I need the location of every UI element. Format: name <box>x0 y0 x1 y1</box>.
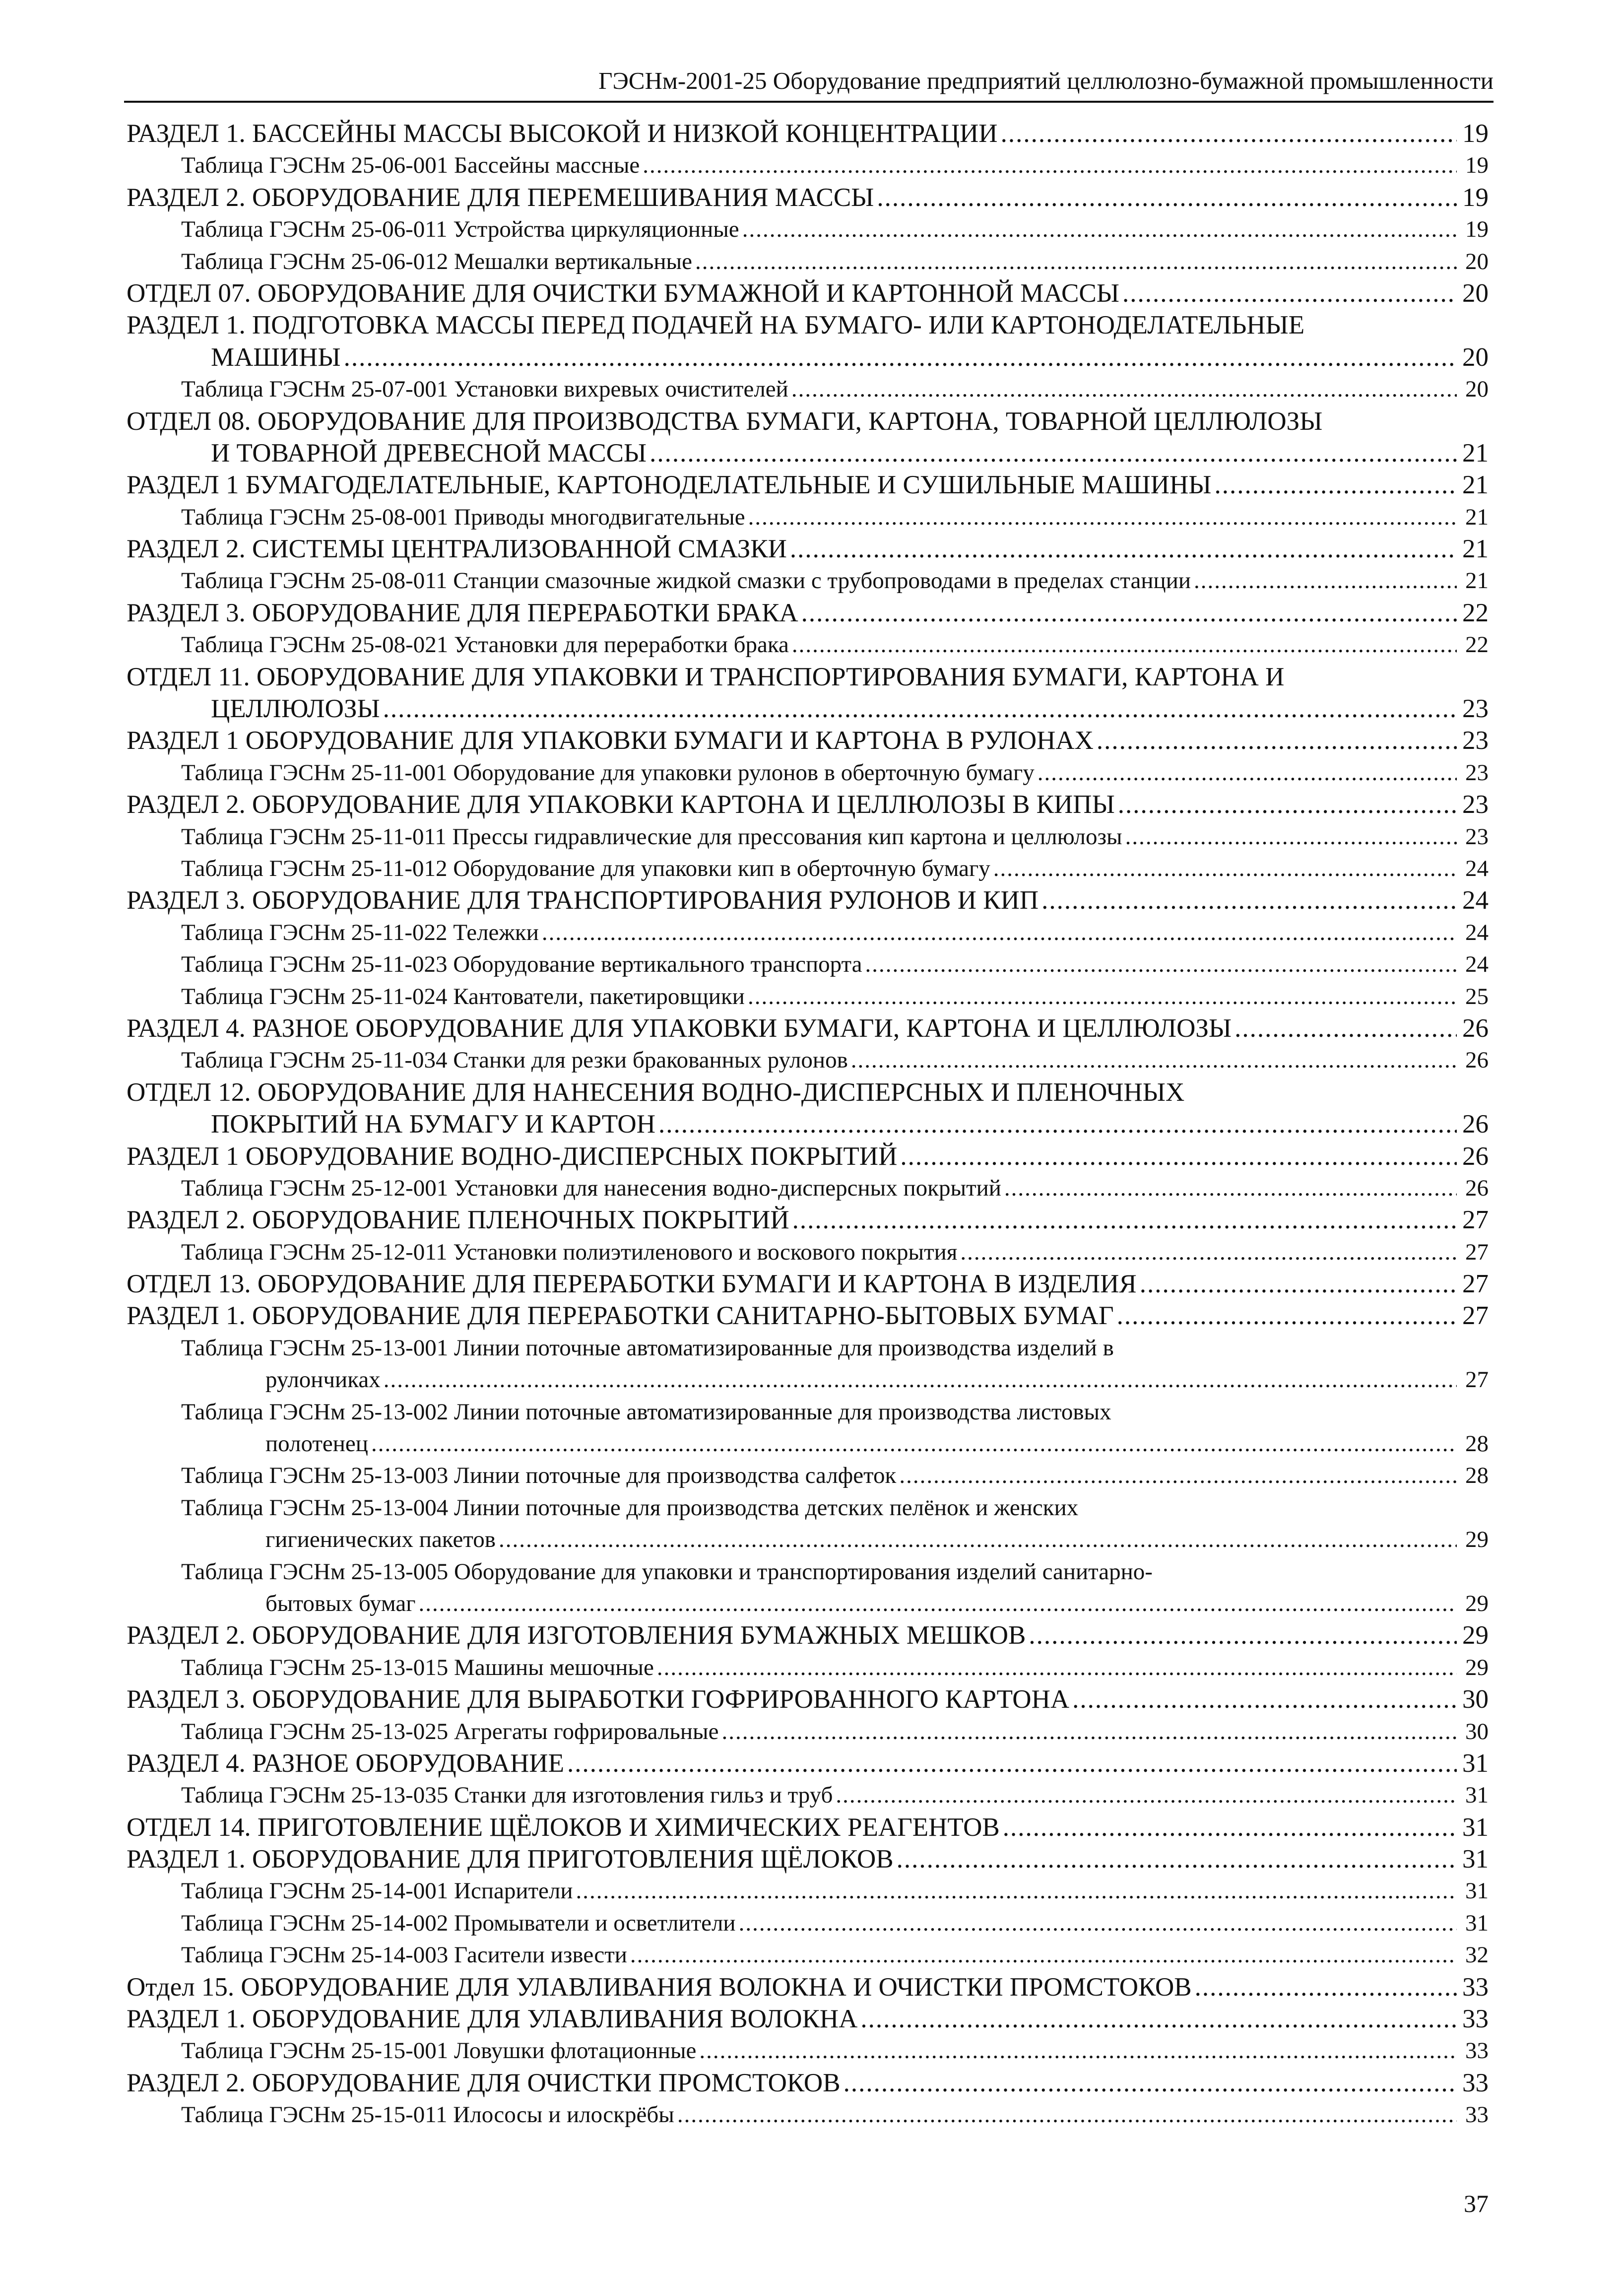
toc-entry-page: 29 <box>1462 1621 1489 1650</box>
toc-entry-title: Таблица ГЭСНм 25-11-023 Оборудование вертикального транспорта <box>181 951 862 978</box>
toc-entry-title: РАЗДЕЛ 2. ОБОРУДОВАНИЕ ДЛЯ ПЕРЕМЕШИВАНИЯ МАССЫ <box>127 183 874 212</box>
dot-leader <box>383 693 1457 725</box>
dot-leader <box>657 1652 1457 1683</box>
dot-leader <box>801 597 1457 629</box>
toc-entry-title: Таблица ГЭСНм 25-13-003 Линии поточные для производства салфеток <box>181 1463 897 1489</box>
toc-entry-title-continued: И ТОВАРНОЙ ДРЕВЕСНОЙ МАССЫ <box>211 438 647 468</box>
dot-leader <box>748 501 1457 533</box>
toc-table-entry <box>127 629 1489 661</box>
toc-section-entry <box>127 1012 1489 1044</box>
dot-leader <box>658 1108 1457 1140</box>
toc-section-entry <box>127 789 1489 820</box>
toc-entry-title: Таблица ГЭСНм 25-08-011 Станции смазочные жидкой смазки с трубопроводами в пределах станции <box>181 568 1191 594</box>
toc-table-entry <box>127 853 1489 884</box>
dot-leader <box>1122 277 1457 309</box>
toc-table-entry <box>127 1556 1489 1620</box>
dot-leader <box>844 2067 1457 2099</box>
toc-entry-title: РАЗДЕЛ 4. РАЗНОЕ ОБОРУДОВАНИЕ <box>127 1748 564 1778</box>
toc-table-entry <box>127 821 1489 853</box>
toc-entry-title-continued: ЦЕЛЛЮЛОЗЫ <box>211 694 380 724</box>
toc-entry-page: 31 <box>1462 1812 1489 1842</box>
toc-entry-title: ОТДЕЛ 08. ОБОРУДОВАНИЕ ДЛЯ ПРОИЗВОДСТВА БУМАГИ, КАРТОНА, ТОВАРНОЙ ЦЕЛЛЮЛОЗЫ <box>127 406 1323 436</box>
toc-table-entry <box>127 1939 1489 1971</box>
dot-leader <box>699 2035 1457 2067</box>
toc-table-entry <box>127 1716 1489 1747</box>
toc-entry-title: РАЗДЕЛ 4. РАЗНОЕ ОБОРУДОВАНИЕ ДЛЯ УПАКОВКИ БУМАГИ, КАРТОНА И ЦЕЛЛЮЛОЗЫ <box>127 1013 1232 1043</box>
toc-entry-page: 30 <box>1462 1685 1489 1714</box>
dot-leader <box>899 1460 1457 1491</box>
toc-entry-title-continued: ПОКРЫТИЙ НА БУМАГУ И КАРТОН <box>211 1110 655 1139</box>
toc-entry-title: РАЗДЕЛ 2. ОБОРУДОВАНИЕ ДЛЯ ИЗГОТОВЛЕНИЯ БУМАЖНЫХ МЕШКОВ <box>127 1621 1026 1650</box>
toc-entry-title: Таблица ГЭСНм 25-08-021 Установки для переработки брака <box>181 632 789 658</box>
toc-section-entry <box>127 1683 1489 1715</box>
toc-entry-page: 26 <box>1465 1047 1489 1073</box>
toc-table-entry <box>127 1779 1489 1811</box>
toc-section-entry <box>127 1619 1489 1651</box>
toc-entry-page: 19 <box>1462 119 1489 148</box>
toc-entry-title-continued: полотенец <box>265 1431 368 1457</box>
toc-entry-page: 31 <box>1465 1910 1489 1936</box>
toc-entry-page: 26 <box>1462 1013 1489 1043</box>
toc-table-entry <box>127 1652 1489 1683</box>
toc-entry-page: 23 <box>1462 790 1489 819</box>
toc-entry-title: Таблица ГЭСНм 25-15-001 Ловушки флотационные <box>181 2038 697 2064</box>
dot-leader <box>739 1907 1457 1939</box>
dot-leader <box>1029 1619 1457 1651</box>
toc-entry-page: 31 <box>1462 1748 1489 1778</box>
toc-entry-page: 24 <box>1465 919 1489 945</box>
toc-entry-page: 28 <box>1465 1463 1489 1489</box>
toc-entry-title: Таблица ГЭСНм 25-11-012 Оборудование для упаковки кип в оберточную бумагу <box>181 855 990 881</box>
toc-entry-page: 33 <box>1465 2038 1489 2064</box>
toc-table-entry <box>127 373 1489 405</box>
toc-entry-page: 23 <box>1465 823 1489 850</box>
dot-leader <box>993 853 1457 884</box>
dot-leader <box>630 1939 1457 1971</box>
dot-leader <box>791 373 1457 405</box>
toc-entry-title: ОТДЕЛ 14. ПРИГОТОВЛЕНИЕ ЩЁЛОКОВ И ХИМИЧЕСКИХ РЕАГЕНТОВ <box>127 1812 1000 1842</box>
toc-entry-title: Таблица ГЭСНм 25-15-011 Илососы и илоскрёбы <box>181 2102 674 2128</box>
toc-entry-page: 24 <box>1465 855 1489 881</box>
toc-entry-title: Таблица ГЭСНм 25-14-001 Испарители <box>181 1878 573 1904</box>
toc-entry-title: Таблица ГЭСНм 25-11-024 Кантователи, пакетировщики <box>181 983 745 1009</box>
toc-entry-page: 27 <box>1465 1367 1489 1393</box>
toc-table-entry <box>127 917 1489 948</box>
toc-table-entry <box>127 2035 1489 2067</box>
toc-entry-page: 29 <box>1465 1527 1489 1553</box>
toc-entry-page: 20 <box>1462 342 1489 372</box>
dot-leader <box>877 182 1457 213</box>
dot-leader <box>851 1044 1457 1076</box>
dot-leader <box>695 246 1457 277</box>
toc-entry-title: РАЗДЕЛ 1. БАССЕЙНЫ МАССЫ ВЫСОКОЙ И НИЗКОЙ КОНЦЕНТРАЦИИ <box>127 119 998 148</box>
toc-section-entry <box>127 1076 1489 1140</box>
toc-entry-title: Таблица ГЭСНм 25-06-012 Мешалки вертикальные <box>181 248 692 274</box>
toc-table-entry <box>127 149 1489 181</box>
dot-leader <box>576 1875 1457 1907</box>
toc-entry-title: ОТДЕЛ 13. ОБОРУДОВАНИЕ ДЛЯ ПЕРЕРАБОТКИ БУМАГИ И КАРТОНА В ИЗДЕЛИЯ <box>127 1270 1137 1299</box>
toc-table-entry <box>127 948 1489 980</box>
dot-leader <box>1118 789 1457 820</box>
toc-entry-page: 27 <box>1462 1205 1489 1235</box>
toc-table-entry <box>127 2099 1489 2131</box>
dot-leader <box>567 1747 1457 1779</box>
dot-leader <box>748 981 1457 1012</box>
toc-entry-title: Таблица ГЭСНм 25-13-015 Машины мешочные <box>181 1654 654 1680</box>
toc-table-entry <box>127 1332 1489 1396</box>
toc-entry-title: РАЗДЕЛ 2. СИСТЕМЫ ЦЕНТРАЛИЗОВАННОЙ СМАЗКИ <box>127 535 787 564</box>
toc-entry-title: Таблица ГЭСНм 25-06-001 Бассейны массные <box>181 152 640 179</box>
toc-entry-page: 19 <box>1465 216 1489 243</box>
toc-entry-title: Таблица ГЭСНм 25-13-005 Оборудование для упаковки и транспортирования изделий санитарно- <box>181 1558 1153 1585</box>
toc-section-entry <box>127 2067 1489 2099</box>
toc-section-entry <box>127 597 1489 629</box>
toc-section-entry <box>127 884 1489 916</box>
toc-section-entry <box>127 1140 1489 1172</box>
toc-entry-title: ОТДЕЛ 07. ОБОРУДОВАНИЕ ДЛЯ ОЧИСТКИ БУМАЖНОЙ И КАРТОННОЙ МАССЫ <box>127 278 1119 308</box>
toc-entry-page: 33 <box>1462 1972 1489 2002</box>
toc-entry-title: Отдел 15. ОБОРУДОВАНИЕ ДЛЯ УЛАВЛИВАНИЯ ВОЛОКНА И ОЧИСТКИ ПРОМСТОКОВ <box>127 1972 1192 2002</box>
toc-entry-title: ОТДЕЛ 12. ОБОРУДОВАНИЕ ДЛЯ НАНЕСЕНИЯ ВОДНО-ДИСПЕРСНЫХ И ПЛЕНОЧНЫХ <box>127 1077 1185 1107</box>
toc-entry-title: Таблица ГЭСНм 25-08-001 Приводы многодвигательные <box>181 504 745 530</box>
dot-leader <box>790 533 1457 565</box>
toc-entry-title: РАЗДЕЛ 2. ОБОРУДОВАНИЕ ПЛЕНОЧНЫХ ПОКРЫТИЙ <box>127 1205 789 1235</box>
toc-table-entry <box>127 1907 1489 1939</box>
toc-table-entry <box>127 1044 1489 1076</box>
toc-entry-title: РАЗДЕЛ 1. ПОДГОТОВКА МАССЫ ПЕРЕД ПОДАЧЕЙ НА БУМАГО- ИЛИ КАРТОНОДЕЛАТЕЛЬНЫЕ <box>127 311 1305 340</box>
header-rule <box>124 101 1494 103</box>
toc-entry-page: 23 <box>1462 694 1489 724</box>
toc-entry-page: 20 <box>1462 278 1489 308</box>
toc-entry-page: 27 <box>1465 1239 1489 1265</box>
dot-leader <box>865 948 1457 980</box>
toc-entry-page: 28 <box>1465 1431 1489 1457</box>
toc-section-entry <box>127 182 1489 213</box>
toc-section-entry <box>127 405 1489 469</box>
toc-entry-page: 24 <box>1465 951 1489 978</box>
toc-entry-page: 29 <box>1465 1654 1489 1680</box>
toc-entry-title: Таблица ГЭСНм 25-11-022 Тележки <box>181 919 539 945</box>
dot-leader <box>860 2003 1457 2035</box>
dot-leader <box>742 213 1457 245</box>
table-of-contents <box>127 118 1489 2131</box>
toc-entry-page: 23 <box>1462 726 1489 755</box>
page-number: 37 <box>1464 2190 1489 2217</box>
dot-leader <box>542 917 1457 948</box>
toc-table-entry <box>127 1460 1489 1491</box>
toc-entry-page: 31 <box>1462 1845 1489 1874</box>
toc-entry-title: РАЗДЕЛ 3. ОБОРУДОВАНИЕ ДЛЯ ВЫРАБОТКИ ГОФРИРОВАННОГО КАРТОНА <box>127 1685 1070 1714</box>
dot-leader <box>897 1843 1457 1875</box>
toc-section-entry <box>127 309 1489 373</box>
toc-table-entry <box>127 246 1489 277</box>
toc-entry-page: 19 <box>1462 183 1489 212</box>
toc-entry-title: ОТДЕЛ 11. ОБОРУДОВАНИЕ ДЛЯ УПАКОВКИ И ТРАНСПОРТИРОВАНИЯ БУМАГИ, КАРТОНА И <box>127 662 1285 691</box>
toc-table-entry <box>127 981 1489 1012</box>
toc-entry-page: 21 <box>1465 504 1489 530</box>
toc-entry-title: Таблица ГЭСНм 25-14-003 Гасители извести <box>181 1942 627 1968</box>
toc-table-entry <box>127 1172 1489 1204</box>
toc-section-entry <box>127 1843 1489 1875</box>
dot-leader <box>721 1716 1457 1747</box>
toc-entry-page: 20 <box>1465 248 1489 274</box>
toc-entry-title: Таблица ГЭСНм 25-12-001 Установки для нанесения водно-дисперсных покрытий <box>181 1175 1001 1201</box>
toc-entry-title-continued: бытовых бумаг <box>265 1590 416 1616</box>
dot-leader <box>1041 884 1457 916</box>
running-header: ГЭСНм-2001-25 Оборудование предприятий целлюлозно-бумажной промышленности <box>598 67 1494 94</box>
dot-leader <box>1234 1012 1457 1044</box>
toc-entry-page: 22 <box>1462 598 1489 627</box>
toc-entry-title: Таблица ГЭСНм 25-13-035 Станки для изготовления гильз и труб <box>181 1782 833 1808</box>
toc-entry-title-continued: МАШИНЫ <box>211 342 341 372</box>
toc-entry-title: РАЗДЕЛ 1 ОБОРУДОВАНИЕ ВОДНО-ДИСПЕРСНЫХ ПОКРЫТИЙ <box>127 1141 898 1171</box>
toc-entry-page: 27 <box>1462 1270 1489 1299</box>
toc-entry-page: 30 <box>1465 1718 1489 1744</box>
toc-entry-page: 26 <box>1462 1110 1489 1139</box>
toc-entry-page: 32 <box>1465 1942 1489 1968</box>
toc-entry-title: РАЗДЕЛ 3. ОБОРУДОВАНИЕ ДЛЯ ПЕРЕРАБОТКИ БРАКА <box>127 598 798 627</box>
toc-section-entry <box>127 1747 1489 1779</box>
dot-leader <box>1215 469 1457 501</box>
toc-entry-page: 21 <box>1462 470 1489 500</box>
dot-leader <box>650 437 1457 469</box>
toc-section-entry <box>127 1300 1489 1332</box>
toc-entry-title-continued: рулончиках <box>265 1367 381 1393</box>
toc-section-entry <box>127 661 1489 725</box>
toc-entry-page: 29 <box>1465 1590 1489 1616</box>
toc-entry-title: РАЗДЕЛ 2. ОБОРУДОВАНИЕ ДЛЯ ОЧИСТКИ ПРОМСТОКОВ <box>127 2068 841 2097</box>
toc-section-entry <box>127 118 1489 149</box>
toc-table-entry <box>127 213 1489 245</box>
toc-entry-page: 22 <box>1465 632 1489 658</box>
toc-entry-page: 21 <box>1462 535 1489 564</box>
dot-leader <box>792 1204 1457 1236</box>
dot-leader <box>900 1140 1457 1172</box>
toc-entry-title: РАЗДЕЛ 3. ОБОРУДОВАНИЕ ДЛЯ ТРАНСПОРТИРОВАНИЯ РУЛОНОВ И КИП <box>127 886 1039 915</box>
toc-section-entry <box>127 533 1489 565</box>
dot-leader <box>1194 565 1457 597</box>
dot-leader <box>792 629 1457 661</box>
dot-leader <box>419 1588 1457 1619</box>
dot-leader <box>960 1236 1457 1268</box>
toc-table-entry <box>127 501 1489 533</box>
toc-table-entry <box>127 1492 1489 1556</box>
toc-entry-title: Таблица ГЭСНм 25-13-025 Агрегаты гофрировальные <box>181 1718 719 1744</box>
toc-entry-title: Таблица ГЭСНм 25-13-004 Линии поточные для производства детских пелёнок и женских <box>181 1494 1079 1521</box>
toc-entry-title-continued: гигиенических пакетов <box>265 1527 496 1553</box>
toc-entry-title: Таблица ГЭСНм 25-13-001 Линии поточные автоматизированные для производства изделий в <box>181 1335 1114 1361</box>
toc-entry-title: РАЗДЕЛ 1. ОБОРУДОВАНИЕ ДЛЯ ПРИГОТОВЛЕНИЯ ЩЁЛОКОВ <box>127 1845 894 1874</box>
toc-section-entry <box>127 2003 1489 2035</box>
dot-leader <box>344 341 1457 373</box>
toc-section-entry <box>127 1204 1489 1236</box>
toc-table-entry <box>127 565 1489 597</box>
dot-leader <box>1001 118 1457 149</box>
dot-leader <box>384 1364 1457 1396</box>
toc-entry-page: 33 <box>1465 2102 1489 2128</box>
dot-leader <box>1140 1268 1457 1300</box>
toc-entry-page: 26 <box>1465 1175 1489 1201</box>
dot-leader <box>1125 821 1457 853</box>
toc-entry-title: Таблица ГЭСНм 25-11-001 Оборудование для упаковки рулонов в оберточную бумагу <box>181 759 1035 786</box>
toc-entry-title: РАЗДЕЛ 2. ОБОРУДОВАНИЕ ДЛЯ УПАКОВКИ КАРТОНА И ЦЕЛЛЮЛОЗЫ В КИПЫ <box>127 790 1115 819</box>
toc-entry-title: Таблица ГЭСНм 25-06-011 Устройства циркуляционные <box>181 216 739 243</box>
dot-leader <box>836 1779 1457 1811</box>
toc-entry-title: Таблица ГЭСНм 25-11-034 Станки для резки бракованных рулонов <box>181 1047 848 1073</box>
dot-leader <box>1195 1971 1457 2003</box>
toc-section-entry <box>127 725 1489 756</box>
toc-section-entry <box>127 469 1489 501</box>
toc-entry-page: 19 <box>1465 152 1489 179</box>
toc-entry-page: 25 <box>1465 983 1489 1009</box>
toc-table-entry <box>127 757 1489 789</box>
dot-leader <box>1072 1683 1457 1715</box>
toc-entry-title: РАЗДЕЛ 1 ОБОРУДОВАНИЕ ДЛЯ УПАКОВКИ БУМАГИ И КАРТОНА В РУЛОНАХ <box>127 726 1094 755</box>
dot-leader <box>499 1524 1457 1555</box>
toc-entry-page: 24 <box>1462 886 1489 915</box>
toc-entry-title: Таблица ГЭСНм 25-12-011 Установки полиэтиленового и воскового покрытия <box>181 1239 958 1265</box>
toc-entry-title: Таблица ГЭСНм 25-14-002 Промыватели и осветлители <box>181 1910 736 1936</box>
toc-table-entry <box>127 1396 1489 1460</box>
toc-entry-title: РАЗДЕЛ 1 БУМАГОДЕЛАТЕЛЬНЫЕ, КАРТОНОДЕЛАТЕЛЬНЫЕ И СУШИЛЬНЫЕ МАШИНЫ <box>127 470 1212 500</box>
toc-table-entry <box>127 1875 1489 1907</box>
toc-entry-page: 23 <box>1465 759 1489 786</box>
toc-entry-title: РАЗДЕЛ 1. ОБОРУДОВАНИЕ ДЛЯ УЛАВЛИВАНИЯ ВОЛОКНА <box>127 2005 858 2034</box>
toc-section-entry <box>127 277 1489 309</box>
toc-entry-page: 33 <box>1462 2068 1489 2097</box>
toc-entry-title: Таблица ГЭСНм 25-13-002 Линии поточные автоматизированные для производства листовых <box>181 1399 1111 1425</box>
dot-leader <box>371 1428 1457 1460</box>
toc-entry-page: 27 <box>1462 1301 1489 1331</box>
toc-section-entry <box>127 1811 1489 1843</box>
toc-entry-page: 20 <box>1465 376 1489 402</box>
toc-entry-page: 26 <box>1462 1141 1489 1171</box>
dot-leader <box>1003 1811 1457 1843</box>
toc-table-entry <box>127 1236 1489 1268</box>
toc-entry-title: Таблица ГЭСНм 25-07-001 Установки вихревых очистителей <box>181 376 788 402</box>
toc-entry-page: 21 <box>1465 568 1489 594</box>
dot-leader <box>1038 757 1457 789</box>
toc-entry-page: 33 <box>1462 2005 1489 2034</box>
dot-leader <box>1004 1172 1457 1204</box>
toc-entry-page: 31 <box>1465 1878 1489 1904</box>
toc-section-entry <box>127 1268 1489 1300</box>
dot-leader <box>1117 1300 1457 1332</box>
toc-entry-title: Таблица ГЭСНм 25-11-011 Прессы гидравлические для прессования кип картона и целлюлозы <box>181 823 1122 850</box>
dot-leader <box>677 2099 1457 2131</box>
toc-section-entry <box>127 1971 1489 2003</box>
toc-entry-page: 31 <box>1465 1782 1489 1808</box>
toc-entry-title: РАЗДЕЛ 1. ОБОРУДОВАНИЕ ДЛЯ ПЕРЕРАБОТКИ САНИТАРНО-БЫТОВЫХ БУМАГ <box>127 1301 1114 1331</box>
toc-entry-page: 21 <box>1462 438 1489 468</box>
dot-leader <box>643 149 1457 181</box>
dot-leader <box>1097 725 1457 756</box>
